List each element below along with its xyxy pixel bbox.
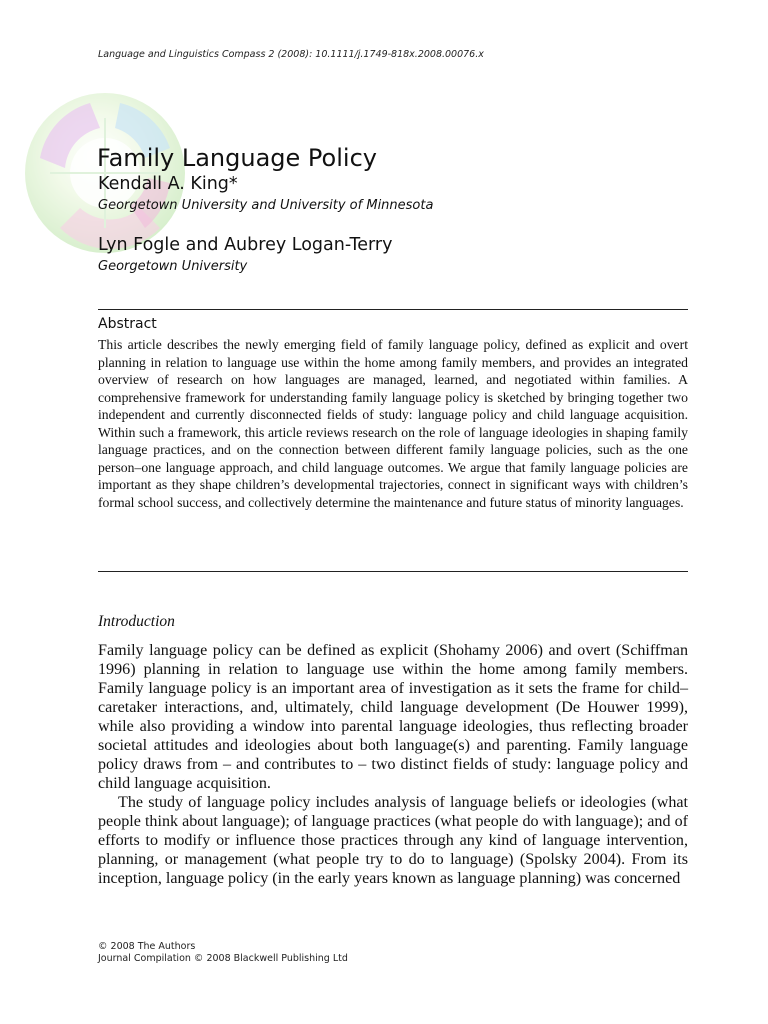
introduction-paragraph-1: Family language policy can be defined as explicit (Shohamy 2006) and overt (Schiffman 1996) planning in relation to language use within the home among family members. Family language policy is an important area of investigation as it sets the frame for child–caretaker interactions, and, ultimately, child language development (De Houwer 1999), while also providing a window into parental language ideologies, thus reflecting broader societal attitudes and ideologies about both language(s) and parenting. Family language policy draws from – and contributes to – two distinct fields of study: language policy and child language acquisition. xyxy=(98,642,688,792)
abstract-heading: Abstract xyxy=(98,316,157,332)
affiliation-georgetown: Georgetown University xyxy=(98,259,248,274)
copyright-line-1: © 2008 The Authors xyxy=(98,941,196,952)
author-king: Kendall A. King* xyxy=(98,174,238,194)
abstract-text: This article describes the newly emerging field of family language policy, defined as explicit and overt planning in relation to language use within the home among family members, and provides an integrated overview of research on how languages are managed, learned, and negotiated within families. A comprehensive framework for understanding family language policy is sketched by bringing together two independent and currently disconnected fields of study: language policy and child language acquisition. Within such a framework, this article reviews research on the role of language ideologies in shaping family language practices, and on the connection between different family language policies, such as the one person–one language approach, and child language outcomes. We argue that family language policies are important as they shape children’s developmental trajectories, connect in significant ways with children’s formal school success, and collectively determine the maintenance and future status of minority languages. xyxy=(98,337,688,510)
introduction-paragraph-2: The study of language policy includes analysis of language beliefs or ideologies (what people think about language); of language practices (what people do with language); and of efforts to modify or influence those practices through any kind of language intervention, planning, or management (what people try to do to language) (Spolsky 2004). From its inception, language policy (in the early years known as language planning) was concerned xyxy=(98,794,688,887)
divider-bottom xyxy=(98,571,688,572)
copyright-line-2: Journal Compilation © 2008 Blackwell Publishing Ltd xyxy=(98,953,348,964)
introduction-heading: Introduction xyxy=(98,613,175,630)
divider-top xyxy=(98,309,688,310)
globe-watermark-icon xyxy=(20,88,190,258)
author-fogle-logan-terry: Lyn Fogle and Aubrey Logan-Terry xyxy=(98,235,393,255)
copyright-footer xyxy=(98,941,348,965)
journal-reference: Language and Linguistics Compass 2 (2008): 10.1111/j.1749-818x.2008.00076.x xyxy=(98,49,484,60)
introduction-body xyxy=(98,641,688,888)
affiliation-king: Georgetown University and University of Minnesota xyxy=(98,198,434,213)
article-title: Family Language Policy xyxy=(97,144,377,173)
